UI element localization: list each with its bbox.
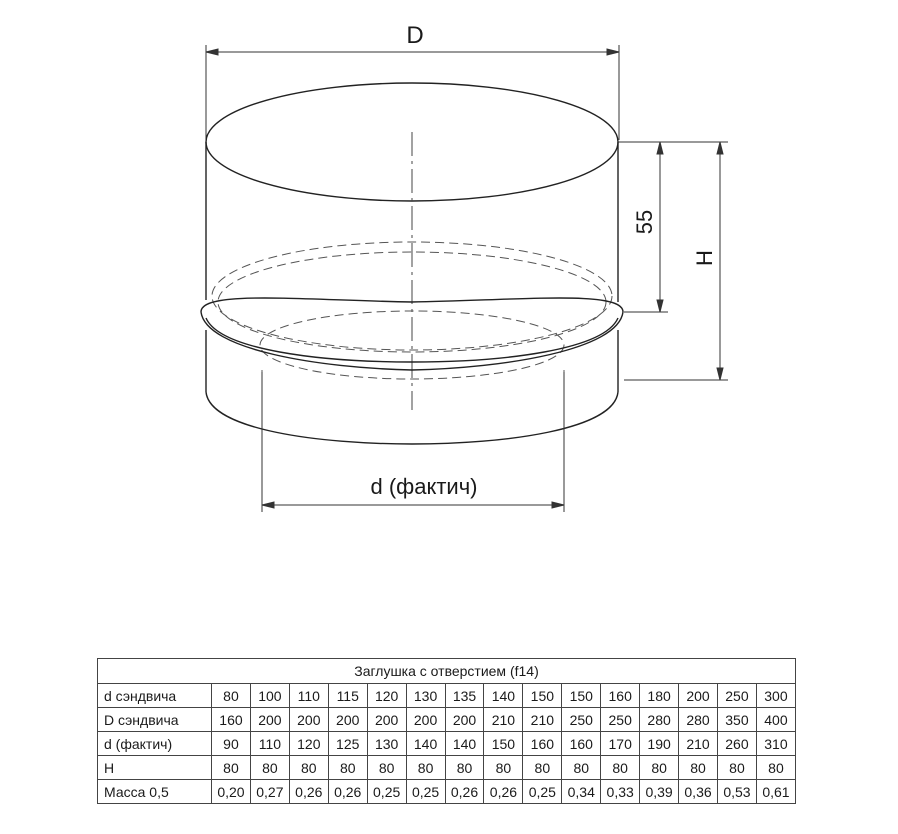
spec-table	[97, 658, 796, 804]
row-label: H	[98, 756, 212, 780]
table-cell: 110	[289, 684, 328, 708]
table-cell: 80	[717, 756, 756, 780]
table-cell: 80	[328, 756, 367, 780]
table-cell: 0,25	[406, 780, 445, 804]
table-cell: 300	[756, 684, 795, 708]
table-cell: 0,39	[640, 780, 679, 804]
table-cell: 350	[717, 708, 756, 732]
table-cell: 140	[445, 732, 484, 756]
table-cell: 135	[445, 684, 484, 708]
table-cell: 210	[484, 708, 523, 732]
table-cell: 250	[562, 708, 601, 732]
table-cell: 200	[367, 708, 406, 732]
table-cell: 0,33	[601, 780, 640, 804]
table-cell: 80	[640, 756, 679, 780]
table-cell: 280	[679, 708, 718, 732]
table-cell: 110	[250, 732, 289, 756]
table-cell: 80	[406, 756, 445, 780]
table-cell: 200	[679, 684, 718, 708]
table-cell: 190	[640, 732, 679, 756]
table-row	[98, 732, 796, 756]
table-cell: 80	[445, 756, 484, 780]
table-cell: 160	[562, 732, 601, 756]
table-cell: 0,20	[212, 780, 251, 804]
table-cell: 180	[640, 684, 679, 708]
table-cell: 140	[484, 684, 523, 708]
table-cell: 150	[523, 684, 562, 708]
table-cell: 280	[640, 708, 679, 732]
table-row	[98, 684, 796, 708]
table-cell: 250	[717, 684, 756, 708]
table-cell: 0,25	[523, 780, 562, 804]
table-row	[98, 708, 796, 732]
label-55: 55	[632, 209, 657, 235]
label-d-actual: d (фактич)	[370, 474, 478, 499]
table-cell: 80	[523, 756, 562, 780]
table-cell: 80	[756, 756, 795, 780]
table-cell: 400	[756, 708, 795, 732]
table-cell: 160	[523, 732, 562, 756]
table-cell: 210	[679, 732, 718, 756]
table-cell: 150	[562, 684, 601, 708]
table-cell: 80	[212, 684, 251, 708]
table-cell: 90	[212, 732, 251, 756]
table-cell: 310	[756, 732, 795, 756]
table-cell: 130	[406, 684, 445, 708]
table-cell: 80	[679, 756, 718, 780]
table-cell: 0,26	[328, 780, 367, 804]
table-cell: 130	[367, 732, 406, 756]
table-cell: 200	[328, 708, 367, 732]
table-cell: 200	[445, 708, 484, 732]
table-cell: 120	[289, 732, 328, 756]
table-cell: 140	[406, 732, 445, 756]
table-cell: 0,61	[756, 780, 795, 804]
label-H: H	[692, 250, 717, 266]
table-cell: 80	[212, 756, 251, 780]
table-cell: 200	[250, 708, 289, 732]
table-cell: 170	[601, 732, 640, 756]
table-cell: 115	[328, 684, 367, 708]
table-cell: 0,27	[250, 780, 289, 804]
table-cell: 100	[250, 684, 289, 708]
table-cell: 200	[406, 708, 445, 732]
row-label: Масса 0,5	[98, 780, 212, 804]
table-cell: 200	[289, 708, 328, 732]
table-cell: 0,26	[484, 780, 523, 804]
table-cell: 160	[601, 684, 640, 708]
table-cell: 80	[484, 756, 523, 780]
table-cell: 0,34	[562, 780, 601, 804]
row-label: d (фактич)	[98, 732, 212, 756]
table-row	[98, 780, 796, 804]
table-cell: 150	[484, 732, 523, 756]
table-cell: 0,36	[679, 780, 718, 804]
table-cell: 80	[289, 756, 328, 780]
table-cell: 160	[212, 708, 251, 732]
table-title: Заглушка с отверстием (f14)	[98, 659, 796, 684]
table-cell: 120	[367, 684, 406, 708]
table-cell: 210	[523, 708, 562, 732]
table-cell: 80	[250, 756, 289, 780]
table-cell: 80	[367, 756, 406, 780]
table-cell: 0,26	[445, 780, 484, 804]
table-cell: 0,26	[289, 780, 328, 804]
table-cell: 250	[601, 708, 640, 732]
table-cell: 80	[601, 756, 640, 780]
label-D: D	[406, 22, 424, 49]
table-cell: 0,25	[367, 780, 406, 804]
row-label: d сэндвича	[98, 684, 212, 708]
table-cell: 0,53	[717, 780, 756, 804]
table-cell: 125	[328, 732, 367, 756]
table-cell: 260	[717, 732, 756, 756]
table-cell: 80	[562, 756, 601, 780]
table-title-row	[98, 659, 796, 684]
row-label: D сэндвича	[98, 708, 212, 732]
table-row	[98, 756, 796, 780]
